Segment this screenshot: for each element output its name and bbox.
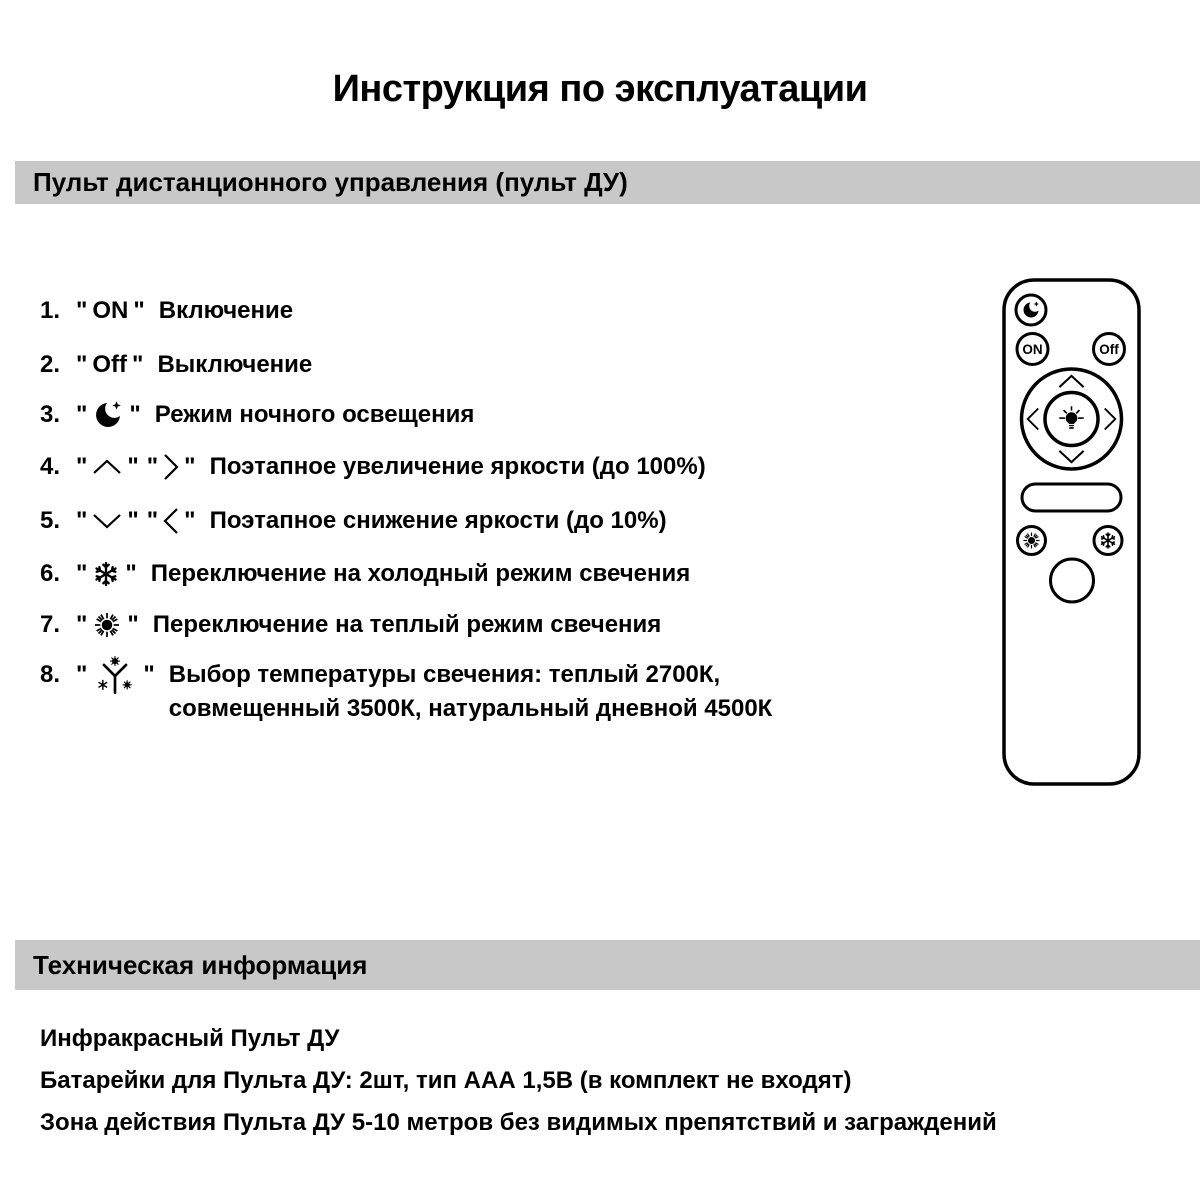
quote-mark: ": [125, 560, 137, 587]
quote-mark: ": [76, 560, 88, 587]
quote-mark: ": [76, 661, 88, 688]
light-bulb-icon: [1059, 406, 1083, 429]
night-mode-moon-icon: [1024, 301, 1039, 317]
quote-mark: ": [143, 661, 155, 688]
sun-icon: [92, 610, 122, 640]
quote-mark: ": [127, 453, 139, 480]
chevron-left-icon: [1028, 409, 1039, 430]
on-token: ON: [92, 297, 129, 324]
remote-control-illustration: [1000, 276, 1143, 788]
quote-mark: ": [76, 401, 88, 428]
list-item-label: Включение: [158, 297, 294, 324]
snowflake-icon: [1101, 533, 1116, 548]
temperature-select-icon: [92, 655, 138, 697]
quote-mark: ": [146, 453, 159, 480]
off-button-label: Off: [1099, 341, 1119, 357]
list-item-label-line1: Выбор температуры свечения: теплый 2700К,: [168, 661, 721, 688]
list-item-label-line2: совмещенный 3500К, натуральный дневной 4500К: [168, 695, 773, 722]
quote-mark: ": [76, 507, 88, 534]
list-item-label: Переключение на теплый режим свечения: [152, 611, 662, 638]
chevron-down-icon: [1059, 451, 1083, 462]
tech-info-line: Батарейки для Пульта ДУ: 2шт, тип ААА 1,5В (в комплект не входят): [40, 1067, 852, 1094]
list-item-label: Поэтапное увеличение яркости (до 100%): [209, 453, 706, 480]
quote-mark: ": [127, 507, 139, 534]
tech-info-line: Инфракрасный Пульт ДУ: [40, 1025, 340, 1052]
tech-info-line: Зона действия Пульта ДУ 5-10 метров без видимых препятствий и заграждений: [40, 1109, 997, 1136]
night-mode-moon-icon: [92, 399, 124, 431]
quote-mark: ": [76, 453, 88, 480]
quote-mark: ": [132, 351, 144, 378]
sun-icon: [1024, 533, 1040, 549]
list-item-number: 2.: [40, 351, 61, 378]
list-item-8: [40, 658, 772, 726]
list-item-number: 7.: [40, 611, 61, 638]
chevron-up-icon: [92, 459, 122, 475]
list-item-number: 3.: [40, 401, 61, 428]
chevron-up-icon: [1059, 376, 1083, 387]
list-item-4: [40, 452, 706, 482]
list-item-2: [40, 350, 312, 380]
section-header-remote-label: Пульт дистанционного управления (пульт ДУ): [33, 167, 628, 197]
section-header-remote: [15, 161, 1200, 204]
list-item-3: [40, 398, 474, 432]
list-item-7: [40, 608, 661, 642]
quote-mark: ": [127, 611, 139, 638]
chevron-right-icon: [1105, 409, 1116, 430]
night-mode-button: [1016, 295, 1046, 325]
chevron-right-icon: [163, 453, 179, 481]
list-item-6: [40, 558, 690, 590]
quote-mark: ": [184, 507, 196, 534]
round-button: [1051, 559, 1094, 602]
list-item-label: Поэтапное снижение яркости (до 10%): [209, 507, 667, 534]
section-header-tech-label: Техническая информация: [33, 949, 368, 980]
list-item-5: [40, 506, 667, 536]
chevron-down-icon: [92, 513, 122, 529]
page-title: Инструкция по эксплуатации: [332, 68, 868, 110]
quote-mark: ": [129, 401, 141, 428]
list-item-number: 5.: [40, 507, 61, 534]
quote-mark: ": [133, 297, 145, 324]
quote-mark: ": [76, 611, 88, 638]
list-item-label: Выключение: [157, 351, 313, 378]
quote-mark: ": [76, 351, 88, 378]
off-token: Off: [92, 351, 128, 378]
quote-mark: ": [76, 297, 88, 324]
quote-mark: ": [184, 453, 196, 480]
list-item-1: [40, 296, 293, 326]
pill-button: [1022, 484, 1121, 511]
on-button-label: ON: [1022, 341, 1043, 357]
quote-mark: ": [146, 507, 159, 534]
section-header-tech: [15, 940, 1200, 990]
list-item-number: 8.: [40, 661, 61, 688]
list-item-label: [169, 658, 773, 726]
list-item-number: 1.: [40, 297, 61, 324]
list-item-number: 6.: [40, 560, 61, 587]
chevron-left-icon: [163, 507, 179, 535]
list-item-label: Режим ночного освещения: [154, 401, 475, 428]
list-item-number: 4.: [40, 453, 61, 480]
list-item-label: Переключение на холодный режим свечения: [150, 560, 691, 587]
snowflake-icon: [92, 560, 120, 588]
